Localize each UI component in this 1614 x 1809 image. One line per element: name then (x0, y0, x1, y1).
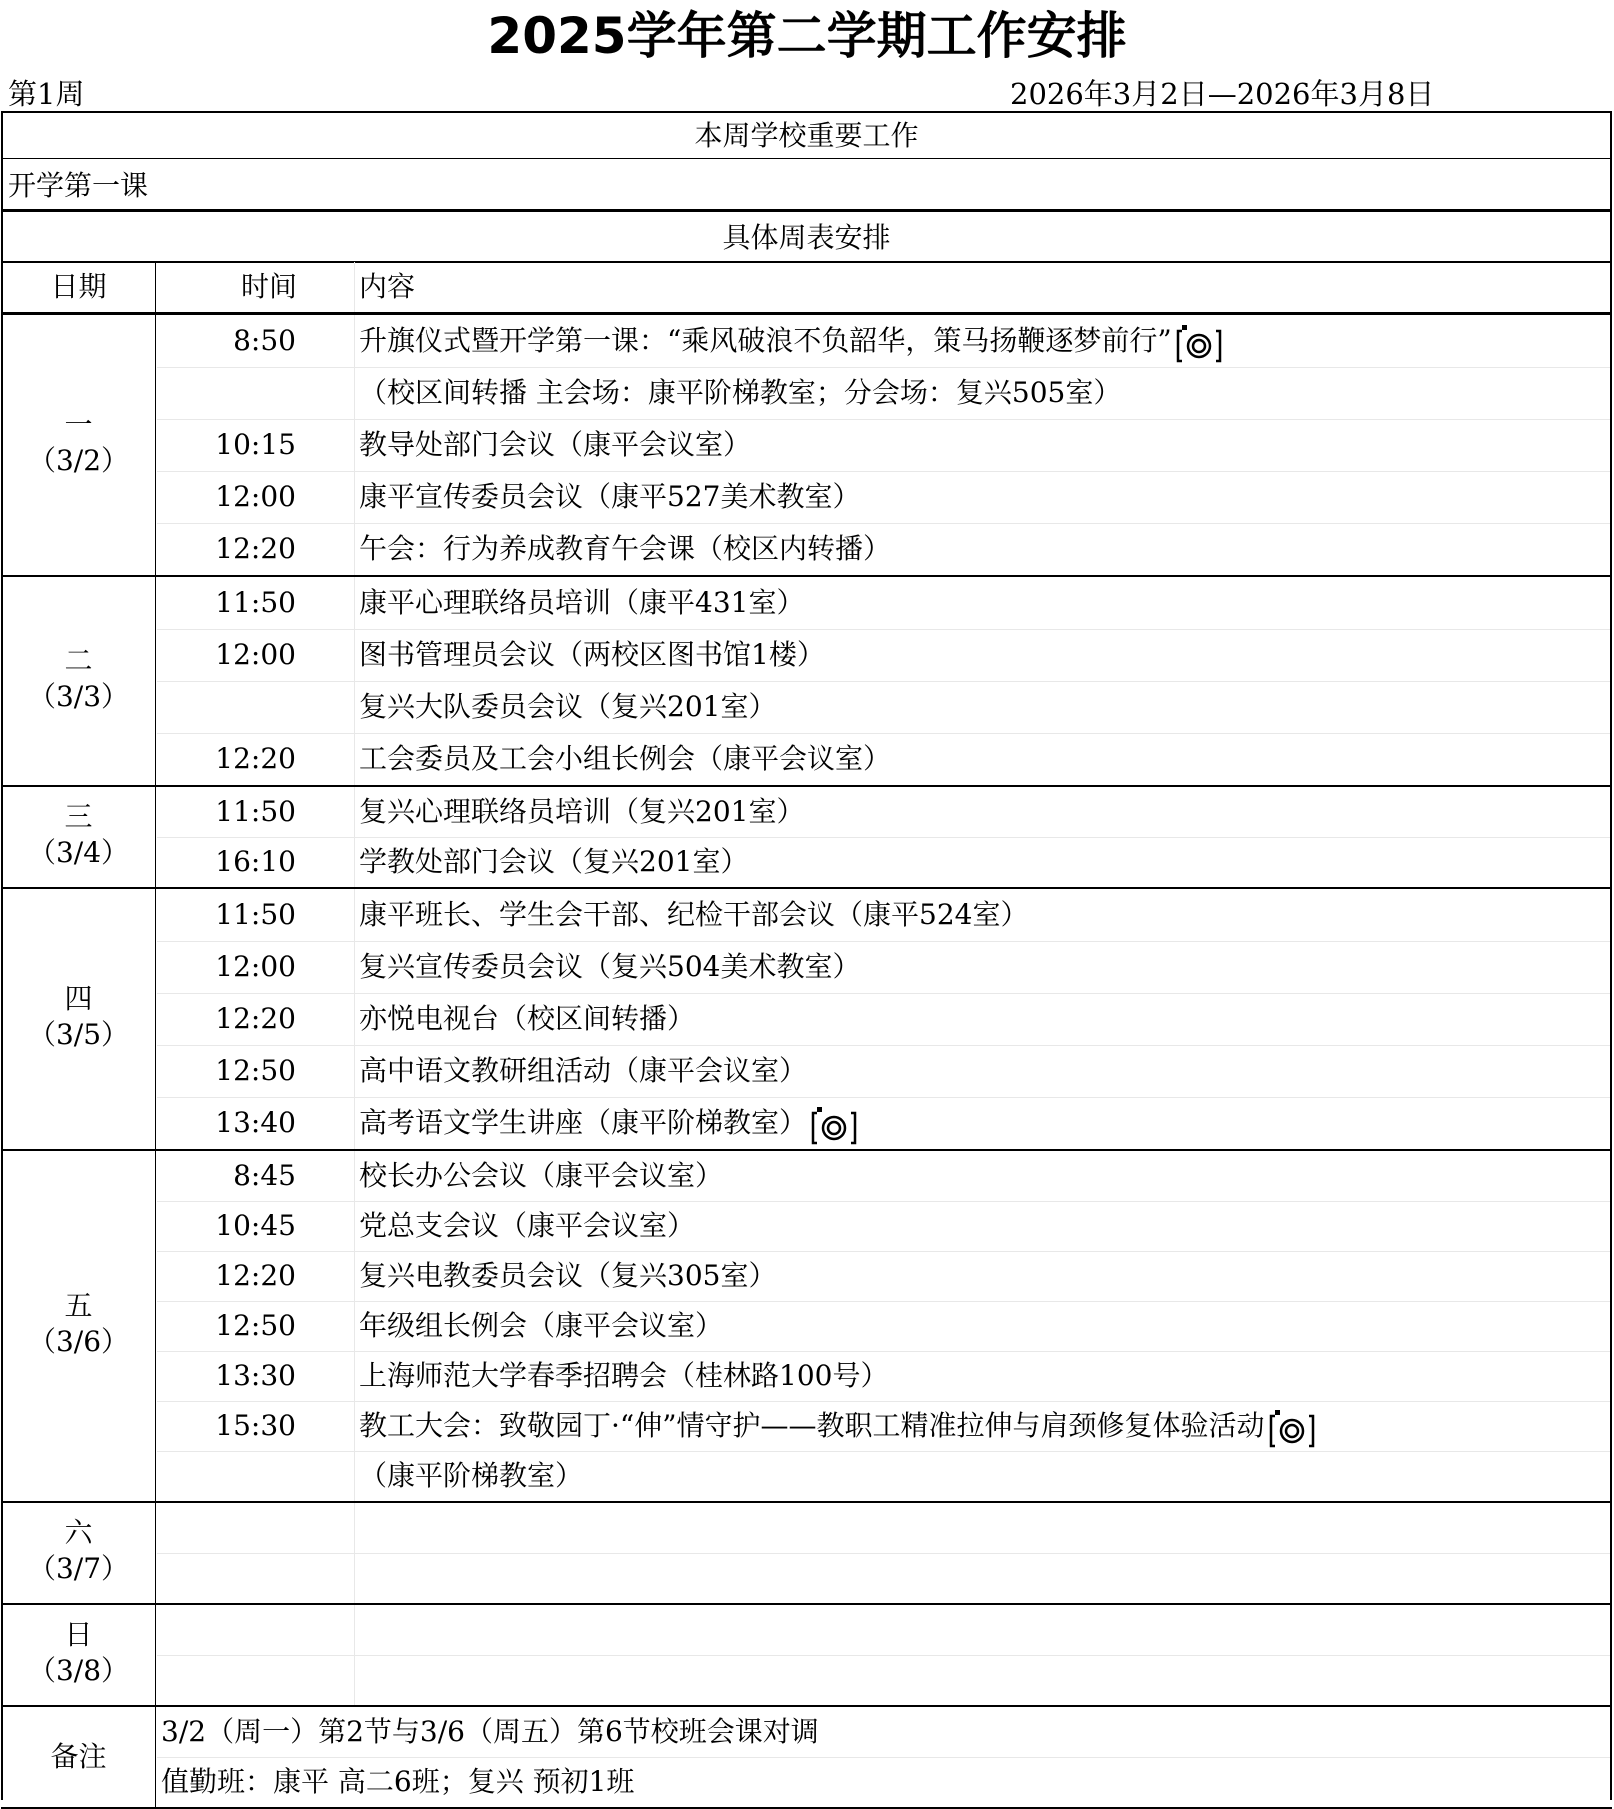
event-text: 高考语文学生讲座（康平阶梯教室） (359, 1106, 808, 1139)
event-cell (359, 315, 1222, 367)
event-cell (359, 1301, 723, 1351)
table-rule (1, 261, 1612, 263)
table-rule (1, 209, 1612, 212)
event-text: 学教处部门会议（复兴201室） (359, 845, 749, 878)
table-rule (1, 1603, 1612, 1605)
event-text: 复兴宣传委员会议（复兴504美术教室） (359, 950, 861, 983)
cell-gridline (354, 262, 355, 312)
event-cell (359, 1151, 723, 1201)
table-rule (155, 262, 156, 312)
weekday-name: 三 (64, 800, 93, 833)
event-cell (359, 681, 776, 733)
table-rule (1610, 111, 1612, 1800)
time-cell: 8:45 (233, 1159, 296, 1192)
page-title: 2025学年第二学期工作安排 (487, 7, 1127, 65)
cell-gridline (354, 1151, 355, 1501)
event-text: 复兴大队委员会议（复兴201室） (359, 690, 777, 723)
time-cell: 10:45 (215, 1209, 296, 1242)
weekday-date: （3/7） (27, 1552, 130, 1585)
event-cell (359, 1097, 857, 1149)
event-cell (359, 419, 751, 471)
camera-icon (811, 1105, 857, 1145)
table-rule (1, 111, 1612, 113)
event-cell (359, 837, 748, 887)
time-cell: 11:50 (215, 898, 296, 931)
cell-gridline (157, 1655, 1610, 1656)
event-cell (359, 1401, 1315, 1451)
event-cell (359, 523, 891, 575)
time-cell: 12:20 (215, 1002, 296, 1035)
time-cell: 12:00 (215, 638, 296, 671)
event-text: 党总支会议（康平会议室） (359, 1209, 696, 1242)
week-label: 第1周 (8, 77, 85, 111)
weekday-date: （3/3） (27, 680, 130, 713)
important-heading: 本周学校重要工作 (694, 119, 919, 152)
time-cell: 15:30 (215, 1409, 296, 1442)
event-text: 升旗仪式暨开学第一课：“乘风破浪不负韶华，策马扬鞭逐梦前行” (359, 324, 1172, 357)
event-cell (359, 1351, 888, 1401)
event-text: 校长办公会议（康平会议室） (359, 1159, 724, 1192)
cell-gridline (157, 1553, 1610, 1554)
table-rule (155, 1605, 156, 1705)
time-cell: 11:50 (215, 586, 296, 619)
event-cell (359, 733, 891, 785)
weekday-date: （3/5） (27, 1018, 130, 1051)
week-row (0, 70, 1614, 112)
event-cell (359, 941, 860, 993)
event-text: 图书管理员会议（两校区图书馆1楼） (359, 638, 825, 671)
time-cell: 12:00 (215, 950, 296, 983)
time-cell: 12:20 (215, 532, 296, 565)
time-cell: 12:00 (215, 480, 296, 513)
time-cell: 10:15 (215, 428, 296, 461)
event-cell (359, 1451, 583, 1501)
important-text: 开学第一课 (8, 169, 149, 202)
event-text: 年级组长例会（康平会议室） (359, 1309, 724, 1342)
event-cell (359, 1045, 807, 1097)
column-header-date: 日期 (50, 270, 107, 303)
weekday-name: 一 (64, 408, 93, 441)
event-text: 教导处部门会议（康平会议室） (359, 428, 752, 461)
table-rule (1, 158, 1612, 159)
weekday-name: 五 (64, 1289, 93, 1322)
day-label (1, 1617, 156, 1689)
day-label (1, 643, 156, 715)
day-label (1, 799, 156, 871)
weekday-date: （3/4） (27, 836, 130, 869)
weekday-name: 二 (64, 644, 93, 677)
event-cell (359, 1251, 776, 1301)
event-cell (359, 577, 804, 629)
time-cell: 11:50 (215, 795, 296, 828)
cell-gridline (354, 315, 355, 575)
weekday-date: （3/2） (27, 444, 130, 477)
camera-icon (1269, 1408, 1315, 1448)
cell-gridline (354, 889, 355, 1149)
event-text: 教工大会：致敬园丁·“伸”情守护——教职工精准拉伸与肩颈修复体验活动 (359, 1409, 1265, 1442)
event-text: 康平班长、学生会干部、纪检干部会议（康平524室） (359, 898, 1029, 931)
time-cell: 13:40 (215, 1106, 296, 1139)
remark-line: 值勤班：康平 高二6班；复兴 预初1班 (161, 1765, 635, 1798)
column-header-time: 时间 (241, 270, 298, 303)
table-rule (155, 1503, 156, 1603)
remark-line: 3/2（周一）第2节与3/6（周五）第6节校班会课对调 (161, 1715, 819, 1748)
time-cell: 8:50 (233, 324, 296, 357)
event-cell (359, 787, 804, 837)
camera-icon (1176, 323, 1222, 363)
event-text: 午会：行为养成教育午会课（校区内转播） (359, 532, 892, 565)
event-text: （康平阶梯教室） (359, 1459, 584, 1492)
week-date-range: 2026年3月2日—2026年3月8日 (1010, 77, 1435, 111)
time-cell: 13:30 (215, 1359, 296, 1392)
event-cell (359, 471, 860, 523)
event-cell (359, 889, 1028, 941)
time-cell: 12:20 (215, 1259, 296, 1292)
event-text: 康平心理联络员培训（康平431室） (359, 586, 805, 619)
remarks-label: 备注 (50, 1740, 107, 1773)
time-cell: 16:10 (215, 845, 296, 878)
column-header-content: 内容 (359, 270, 416, 303)
weekday-date: （3/8） (27, 1654, 130, 1687)
schedule-heading: 具体周表安排 (722, 221, 891, 254)
day-label (1, 1515, 156, 1587)
event-text: 上海师范大学春季招聘会（桂林路100号） (359, 1359, 889, 1392)
event-cell (359, 367, 1121, 419)
event-text: 工会委员及工会小组长例会（康平会议室） (359, 742, 892, 775)
event-text: 复兴电教委员会议（复兴305室） (359, 1259, 777, 1292)
event-text: 康平宣传委员会议（康平527美术教室） (359, 480, 861, 513)
event-text: 亦悦电视台（校区间转播） (359, 1002, 696, 1035)
time-cell: 12:20 (215, 742, 296, 775)
weekday-name: 日 (64, 1618, 93, 1651)
time-cell: 12:50 (215, 1309, 296, 1342)
weekday-name: 六 (64, 1516, 93, 1549)
day-label (1, 981, 156, 1053)
weekday-date: （3/6） (27, 1325, 130, 1358)
weekday-name: 四 (64, 982, 93, 1015)
event-text: 复兴心理联络员培训（复兴201室） (359, 795, 805, 828)
day-label (1, 407, 156, 479)
event-cell (359, 629, 825, 681)
event-cell (359, 993, 695, 1045)
day-label (1, 1288, 156, 1360)
cell-gridline (157, 1757, 1610, 1758)
event-text: （校区间转播 主会场：康平阶梯教室；分会场：复兴505室） (359, 376, 1122, 409)
event-text: 高中语文教研组活动（康平会议室） (359, 1054, 808, 1087)
table-rule (1, 1501, 1612, 1503)
time-cell: 12:50 (215, 1054, 296, 1087)
event-cell (359, 1201, 695, 1251)
